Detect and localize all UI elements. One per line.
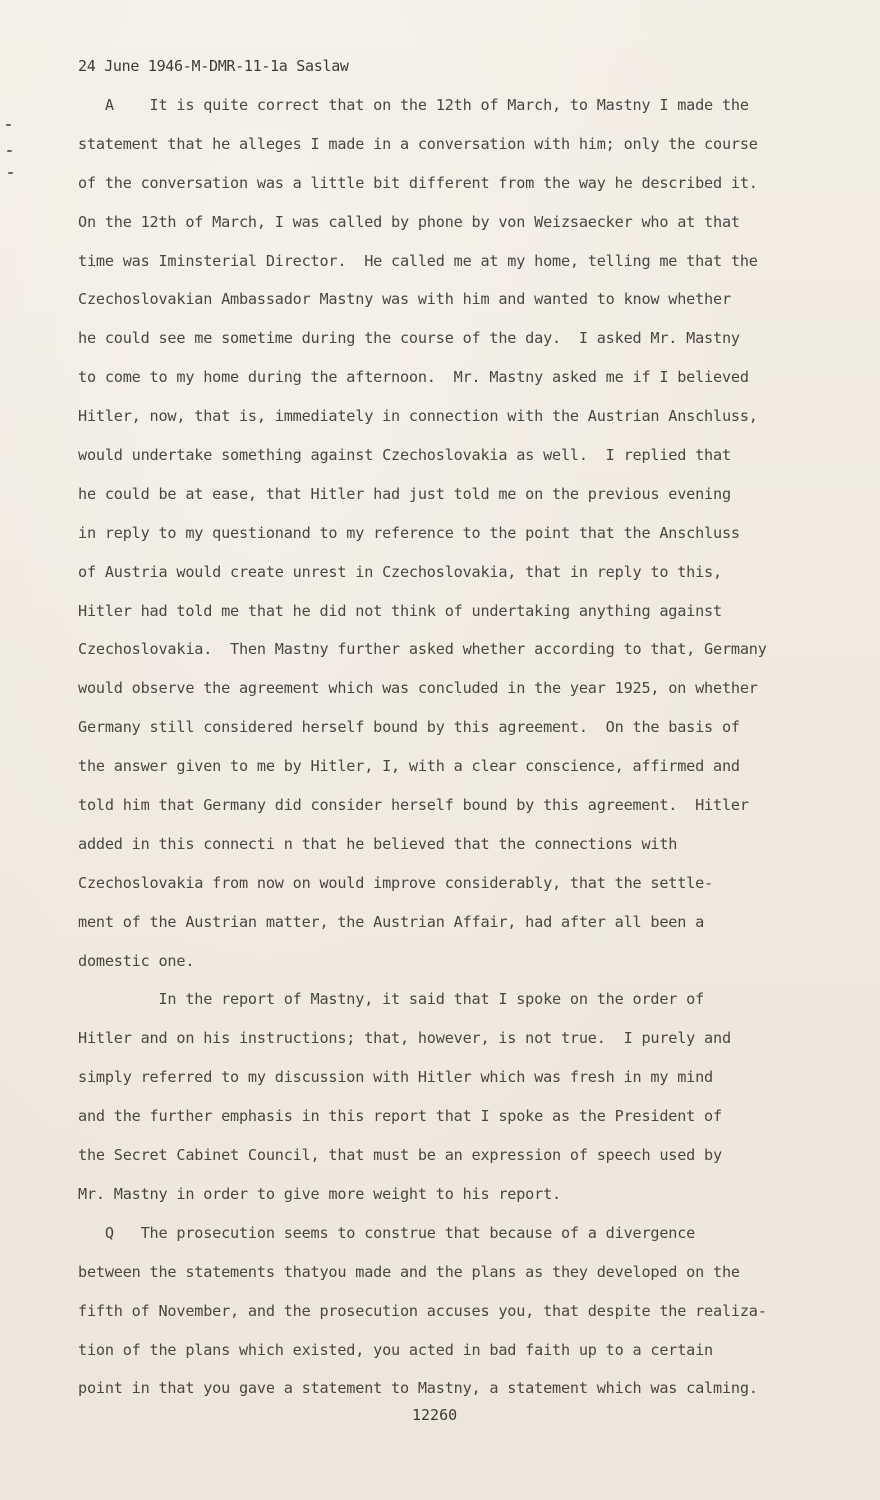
text-line: added in this connecti n that he believed that the connections with [78,834,678,853]
text-line: simply referred to my discussion with Hitler which was fresh in my mind [78,1068,713,1087]
text-line: Germany still considered herself bound by this agreement. On the basis of [78,718,740,737]
text-line: would undertake something against Czechoslovakia as well. I replied that [78,446,731,465]
margin-mark [6,124,11,126]
text-line: domestic one. [78,951,195,970]
text-line: between the statements thatyou made and the plans as they developed on the [78,1262,740,1281]
text-line: ment of the Austrian matter, the Austrian Affair, had after all been a [78,912,705,931]
text-line: tion of the plans which existed, you acted in bad faith up to a certain [78,1340,713,1359]
text-line: in reply to my questionand to my reference to the point that the Anschluss [78,523,740,542]
text-line: Mr. Mastny in order to give more weight to his report. [78,1184,561,1203]
text-line: In the report of Mastny, it said that I spoke on the order of [78,990,705,1009]
text-line: A It is quite correct that on the 12th of March, to Mastny I made the [78,96,749,114]
text-line: Czechoslovakia from now on would improve considerably, that the settle- [78,873,713,892]
page-number: 12260 [412,1406,458,1424]
text-line: Hitler and on his instructions; that, however, is not true. I purely and [78,1029,731,1048]
document-header: 24 June 1946-M-DMR-11-1a Saslaw [78,57,349,75]
text-line: he could be at ease, that Hitler had just told me on the previous evening [78,484,731,503]
text-line: time was Iminsterial Director. He called me at my home, telling me that the [78,251,758,270]
text-line: the answer given to me by Hitler, I, with a clear conscience, affirmed and [78,757,740,776]
text-line: Hitler, now, that is, immediately in connection with the Austrian Anschluss, [78,407,758,426]
text-line: Hitler had told me that he did not think of undertaking anything against [78,601,722,620]
text-line: and the further emphasis in this report that I spoke as the President of [78,1107,722,1126]
text-line: On the 12th of March, I was called by phone by von Weizsaecker who at that [78,212,740,231]
text-line: the Secret Cabinet Council, that must be an expression of speech used by [78,1146,722,1165]
text-line: Czechoslovakian Ambassador Mastny was with him and wanted to know whether [78,290,731,309]
text-line: Czechoslovakia. Then Mastny further asked whether according to that, Germany [78,640,767,659]
text-line: would observe the agreement which was concluded in the year 1925, on whether [78,679,758,698]
text-line: fifth of November, and the prosecution accuses you, that despite the realiza- [78,1301,767,1320]
margin-marks [4,118,18,188]
text-line: statement that he alleges I made in a conversation with him; only the course [78,134,758,153]
text-line: point in that you gave a statement to Mastny, a statement which was calming. [78,1379,758,1398]
text-line: of Austria would create unrest in Czechoslovakia, that in reply to this, [78,562,722,581]
document-body [78,92,838,1414]
text-line: told him that Germany did consider herself bound by this agreement. Hitler [78,796,749,815]
text-line: he could see me sometime during the course of the day. I asked Mr. Mastny [78,329,740,348]
margin-mark [8,172,13,174]
text-line: of the conversation was a little bit different from the way he described it. [78,173,758,192]
margin-mark [7,150,12,152]
text-line: to come to my home during the afternoon. Mr. Mastny asked me if I believed [78,368,749,387]
text-line: Q The prosecution seems to construe that because of a divergence [78,1223,696,1242]
